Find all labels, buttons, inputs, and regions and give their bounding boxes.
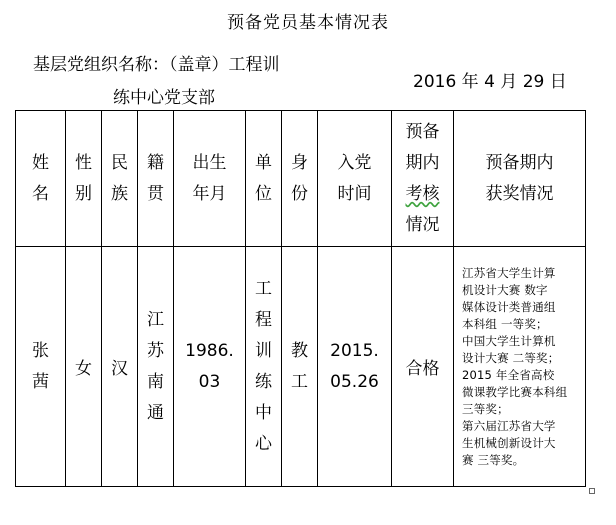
header-row bbox=[16, 111, 586, 247]
cell-join-date: 2015. 05.26 bbox=[318, 247, 392, 487]
org-label-line2: 练中心党支部 bbox=[113, 88, 215, 108]
cell-gender: 女 bbox=[66, 247, 102, 487]
header-native-place: 籍 贯 bbox=[138, 111, 174, 247]
cell-native-place: 江 苏 南 通 bbox=[138, 247, 174, 487]
header-birth: 出生 年月 bbox=[174, 111, 246, 247]
cell-awards: 江苏省大学生计算 机设计大赛 数字 媒体设计类普通组 本科组 一等奖； 中国大学生计算机 设计大赛 二等奖； 2015 年全省高校 微课教学比赛本科组 三等奖； 第六届江苏省大学 生机械创新设计大 赛 三等奖。 bbox=[454, 247, 586, 487]
page-title: 预备党员基本情况表 bbox=[227, 13, 389, 33]
header-unit: 单 位 bbox=[246, 111, 282, 247]
cell-birth: 1986. 03 bbox=[174, 247, 246, 487]
member-info-table bbox=[15, 110, 586, 487]
header-ethnicity: 民 族 bbox=[102, 111, 138, 247]
cell-ethnicity: 汉 bbox=[102, 247, 138, 487]
header-join-date: 入党 时间 bbox=[318, 111, 392, 247]
cell-assessment: 合格 bbox=[392, 247, 454, 487]
header-name: 姓 名 bbox=[16, 111, 66, 247]
cell-position: 教 工 bbox=[282, 247, 318, 487]
table-resize-handle[interactable] bbox=[589, 488, 595, 494]
header-assessment: 预备 期内 考核 情况 bbox=[392, 111, 454, 247]
header-gender: 性 别 bbox=[66, 111, 102, 247]
cell-unit: 工 程 训 练 中 心 bbox=[246, 247, 282, 487]
header-awards: 预备期内 获奖情况 bbox=[454, 111, 586, 247]
table-row bbox=[16, 247, 586, 487]
cell-name: 张 茜 bbox=[16, 247, 66, 487]
header-position: 身 份 bbox=[282, 111, 318, 247]
org-label-line1: 基层党组织名称：（盖章）工程训 bbox=[33, 55, 280, 75]
fill-date: 2016 年 4 月 29 日 bbox=[413, 72, 567, 92]
